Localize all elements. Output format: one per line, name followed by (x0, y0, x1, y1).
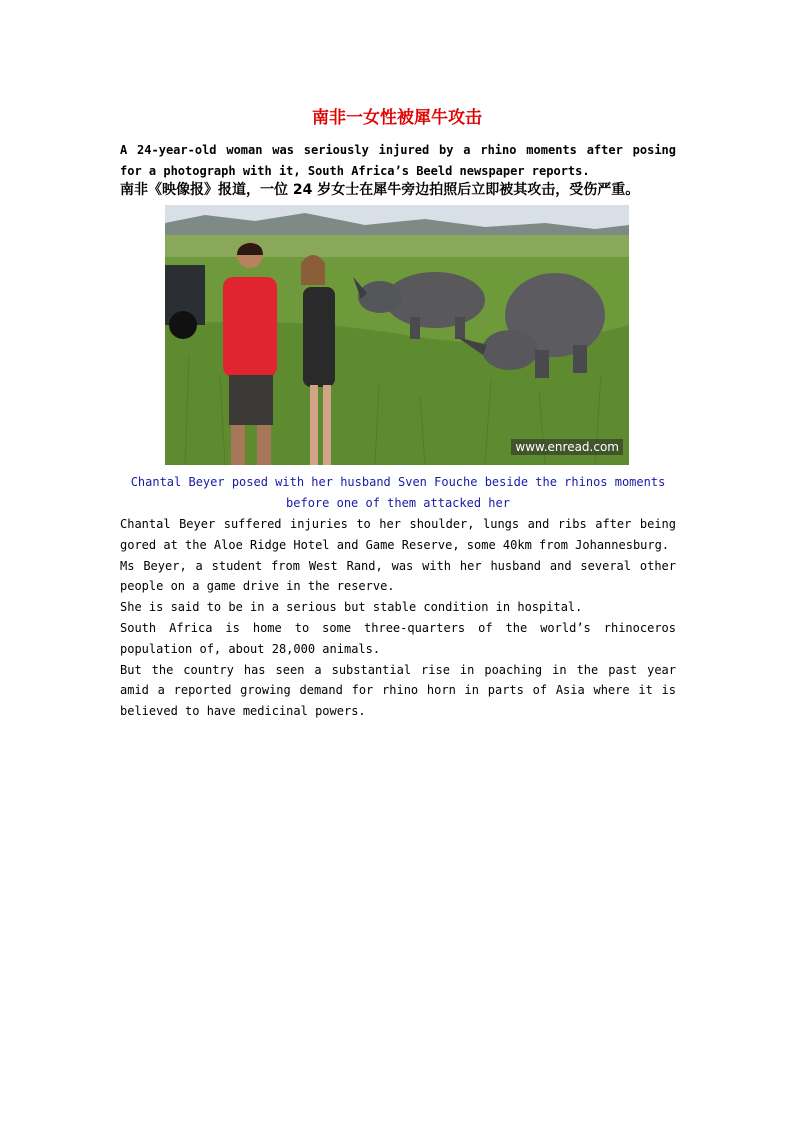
photo-caption: Chantal Beyer posed with her husband Sven Fouche beside the rhinos moments before one of them attacked her (130, 475, 666, 510)
article-photo (165, 205, 629, 465)
paragraph: Ms Beyer, a student from West Rand, was with her husband and several other people on a game drive in the reserve. (120, 558, 676, 594)
paragraph: Chantal Beyer suffered injuries to her shoulder, lungs and ribs after being gored at the Aloe Ridge Hotel and Game Reserve, some 40km from Johannesburg. (120, 517, 676, 552)
article-title: 南非一女性被犀牛攻击 (312, 108, 482, 128)
photo-illustration (165, 205, 629, 465)
paragraph: South Africa is home to some three-quarters of the world’s rhinoceros population of, about 28,000 animals. (120, 620, 676, 656)
photo-watermark: www.enread.com (511, 439, 623, 455)
paragraph: But the country has seen a substantial rise in poaching in the past year amid a reported growing demand for rhino horn in parts of Asia where it is believed to have medicinal powers. (120, 662, 676, 719)
lead-english: A 24-year-old woman was seriously injured by a rhino moments after posing for a photograph with it, South Africa’s Beeld newspaper reports. (120, 143, 676, 178)
article-body (120, 514, 676, 722)
lead-chinese: 南非《映像报》报道，一位 24 岁女士在犀牛旁边拍照后立即被其攻击，受伤严重。 (120, 182, 640, 198)
paragraph: She is said to be in a serious but stable condition in hospital. (120, 600, 583, 615)
